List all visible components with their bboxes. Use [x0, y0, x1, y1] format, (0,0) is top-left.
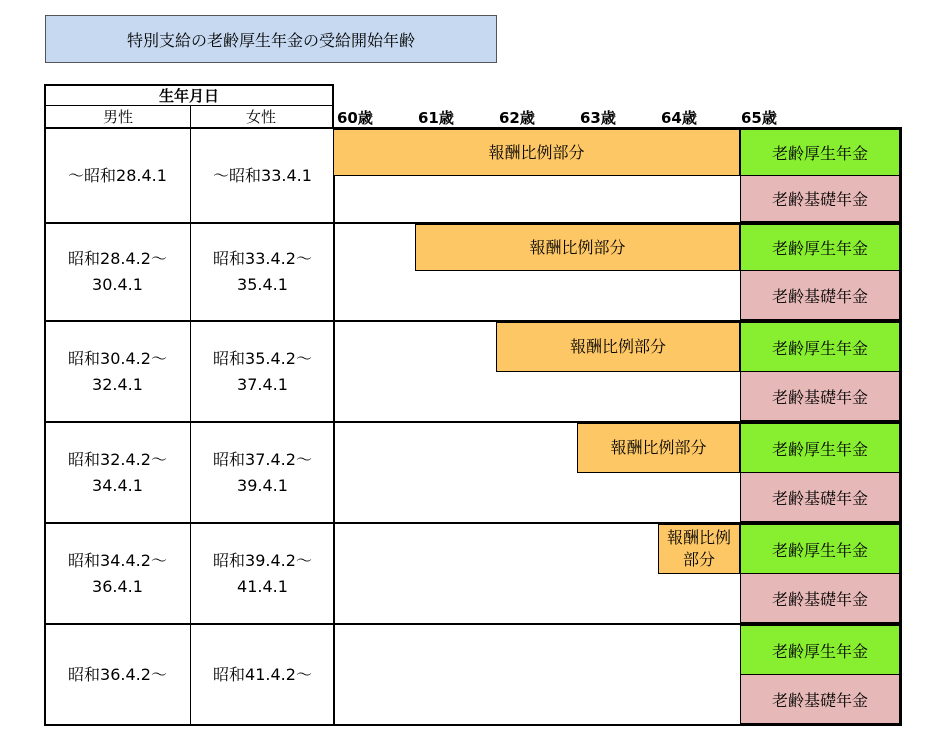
male-birthdate-cell: 昭和36.4.2～	[68, 664, 167, 684]
female-birthdate-cell: 昭和35.4.2～ 37.4.1	[213, 348, 312, 394]
kousei-bar: 老齢厚生年金	[740, 625, 900, 675]
kousei-bar: 老齢厚生年金	[740, 423, 900, 473]
kiso-bar: 老齢基礎年金	[740, 270, 900, 320]
birthdate-header: 生年月日	[44, 84, 334, 106]
houshu-bar: 報酬比例部分	[496, 322, 740, 372]
male-birthdate-cell: 昭和34.4.2～ 36.4.1	[68, 550, 167, 596]
kiso-bar: 老齢基礎年金	[740, 573, 900, 623]
female-birthdate-cell: 昭和41.4.2～	[213, 664, 312, 684]
houshu-bar: 報酬比例部分	[415, 224, 740, 271]
houshu-bar: 報酬比例 部分	[658, 524, 740, 574]
houshu-bar: 報酬比例部分	[577, 423, 740, 473]
age-label-60: 60歳	[337, 109, 373, 127]
male-birthdate-cell: 昭和32.4.2～ 34.4.1	[68, 449, 167, 495]
kiso-bar: 老齢基礎年金	[740, 674, 900, 724]
female-birthdate-cell: 昭和39.4.2～ 41.4.1	[213, 550, 312, 596]
male-header: 男性	[44, 105, 191, 129]
male-birthdate-cell: 昭和28.4.2～ 30.4.1	[68, 249, 167, 294]
age-label-63: 63歳	[580, 109, 616, 127]
page-title: 特別支給の老齢厚生年金の受給開始年齢	[45, 15, 497, 63]
age-label-64: 64歳	[661, 109, 697, 127]
kousei-bar: 老齢厚生年金	[740, 129, 900, 176]
kousei-bar: 老齢厚生年金	[740, 224, 900, 271]
houshu-bar: 報酬比例部分	[334, 129, 740, 176]
female-header: 女性	[190, 105, 334, 129]
kiso-bar: 老齢基礎年金	[740, 175, 900, 222]
kousei-bar: 老齢厚生年金	[740, 322, 900, 372]
age-label-65: 65歳	[741, 109, 777, 127]
age-label-61: 61歳	[418, 109, 454, 127]
female-birthdate-cell: 昭和37.4.2～ 39.4.1	[213, 449, 312, 495]
age-label-62: 62歳	[499, 109, 535, 127]
male-birthdate-cell: 昭和30.4.2～ 32.4.1	[68, 348, 167, 394]
row-half-divider	[334, 175, 740, 176]
kiso-bar: 老齢基礎年金	[740, 371, 900, 421]
kiso-bar: 老齢基礎年金	[740, 472, 900, 522]
kousei-bar: 老齢厚生年金	[740, 524, 900, 574]
female-birthdate-cell: 昭和33.4.2～ 35.4.1	[213, 249, 312, 294]
male-birthdate-cell: ～昭和28.4.1	[68, 165, 167, 185]
female-birthdate-cell: ～昭和33.4.1	[213, 165, 312, 185]
